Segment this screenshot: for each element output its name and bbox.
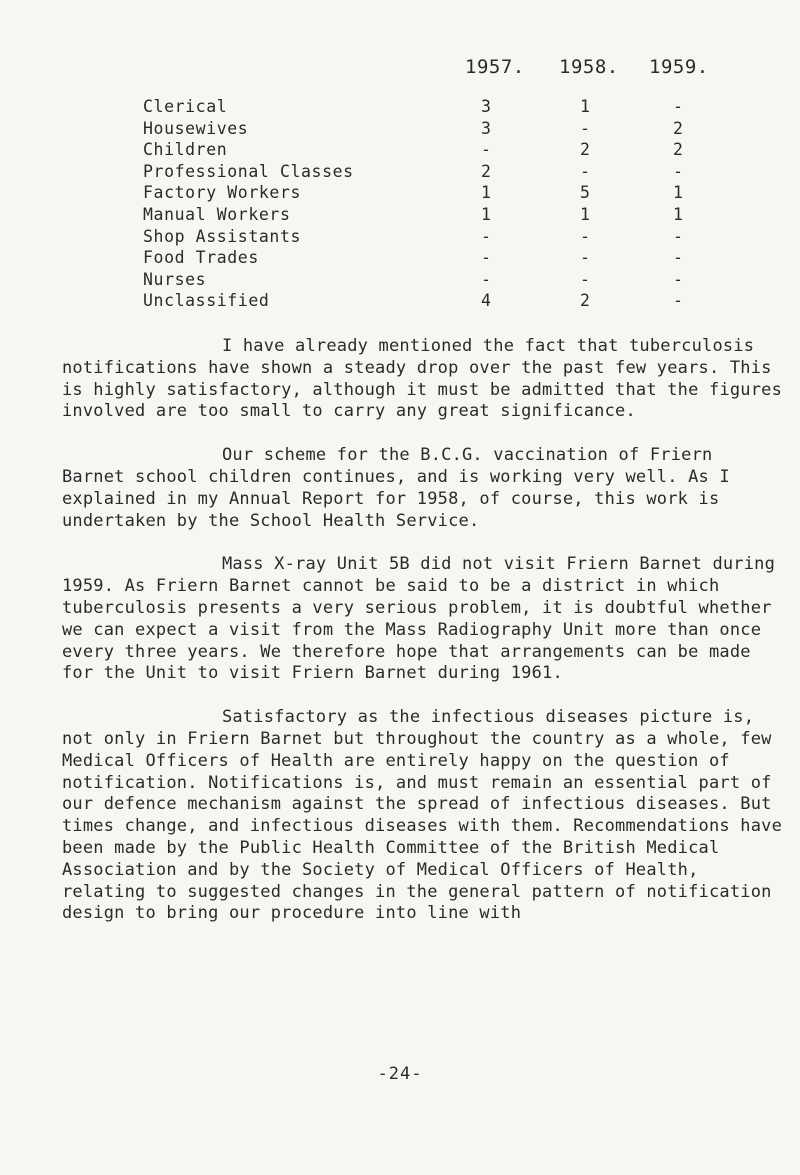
table-row: [143, 290, 723, 312]
table-row: [143, 226, 723, 248]
row-value-1957: 3: [481, 97, 491, 116]
row-value-1959: -: [673, 291, 683, 311]
row-value-1958: 5: [580, 183, 590, 203]
row-category: Housewives: [143, 118, 249, 138]
row-value-1957: -: [481, 226, 491, 246]
row-category: Shop Assistants: [143, 226, 302, 246]
row-category: Food Trades: [143, 248, 259, 268]
year-header-1957: 1957.: [465, 56, 525, 78]
paragraph-tuberculosis-notifications: I have already mentioned the fact that tuberculosis notifications have shown a steady drop over the past few years. This is highly satisfactory, although it must be admitted that the figures involved are too small to carry any great significance.: [62, 336, 783, 422]
row-value-1958: 1: [580, 204, 590, 224]
row-value-1958: -: [580, 269, 590, 289]
row-value-1958: 2: [580, 140, 590, 160]
row-value-1959: -: [673, 161, 683, 181]
paragraph-bcg-vaccination: Our scheme for the B.C.G. vaccination of Friern Barnet school children continues, and is working very well. As I explained in my Annual Report for 1958, of course, this work is undertaken by the School Health Service.: [62, 445, 730, 531]
row-value-1959: 1: [673, 204, 683, 224]
row-value-1957: -: [481, 140, 491, 160]
row-category: Manual Workers: [143, 204, 291, 224]
table-row: [143, 204, 723, 226]
table-row: [143, 118, 723, 140]
row-value-1959: -: [673, 269, 683, 289]
paragraph-mass-xray: Mass X-ray Unit 5B did not visit Friern Barnet during 1959. As Friern Barnet cannot be said to be a district in which tuberculosis presents a very serious problem, it is doubtful whether we can expect a visit from the Mass Radiography Unit more than once every three years. We therefore hope that arrangements can be made for the Unit to visit Friern Barnet during 1961.: [62, 554, 776, 684]
row-value-1957: 3: [481, 118, 491, 138]
row-value-1958: -: [580, 118, 590, 138]
table-row: [143, 139, 723, 161]
row-category: Professional Classes: [143, 161, 354, 181]
table-row: [143, 96, 723, 118]
table-row: [143, 269, 723, 291]
row-value-1957: -: [481, 248, 491, 268]
row-value-1957: -: [481, 269, 491, 289]
page-number: -24-: [377, 1064, 423, 1084]
row-value-1959: -: [673, 248, 683, 268]
table-row: [143, 161, 723, 183]
row-value-1958: -: [580, 226, 590, 246]
row-value-1958: -: [580, 161, 590, 181]
row-value-1959: 2: [673, 140, 683, 160]
year-header-1958: 1958.: [559, 56, 619, 78]
row-value-1959: 1: [673, 183, 683, 203]
table-row: [143, 247, 723, 269]
body-text: [62, 336, 782, 947]
row-value-1957: 1: [481, 204, 491, 224]
row-value-1958: -: [580, 248, 590, 268]
row-category: Factory Workers: [143, 183, 302, 203]
year-header-1959: 1959.: [649, 56, 709, 78]
row-value-1959: 2: [673, 118, 683, 138]
occupation-table: [143, 56, 723, 312]
row-value-1958: 1: [580, 97, 590, 116]
table-header-row: [143, 56, 723, 96]
row-value-1957: 4: [481, 291, 491, 311]
row-value-1957: 1: [481, 183, 491, 203]
paragraph-notification: Satisfactory as the infectious diseases picture is, not only in Friern Barnet but throughout the country as a whole, few Medical Officers of Health are entirely happy on the question of notification. Notifications is, and must remain an essential part of our defence mechanism against the spread of infectious diseases. But times change, and infectious diseases with them. Recommendations have been made by the Public Health Committee of the British Medical Association and by the Society of Medical Officers of Health, relating to suggested changes in the general pattern of notification design to bring our procedure into line with: [62, 707, 783, 924]
row-value-1958: 2: [580, 291, 590, 311]
row-value-1959: -: [673, 226, 683, 246]
row-category: Clerical: [143, 97, 228, 116]
row-value-1957: 2: [481, 161, 491, 181]
table-row: [143, 182, 723, 204]
row-value-1959: -: [673, 97, 683, 116]
row-category: Nurses: [143, 269, 207, 289]
row-category: Unclassified: [143, 291, 270, 311]
row-category: Children: [143, 140, 228, 160]
